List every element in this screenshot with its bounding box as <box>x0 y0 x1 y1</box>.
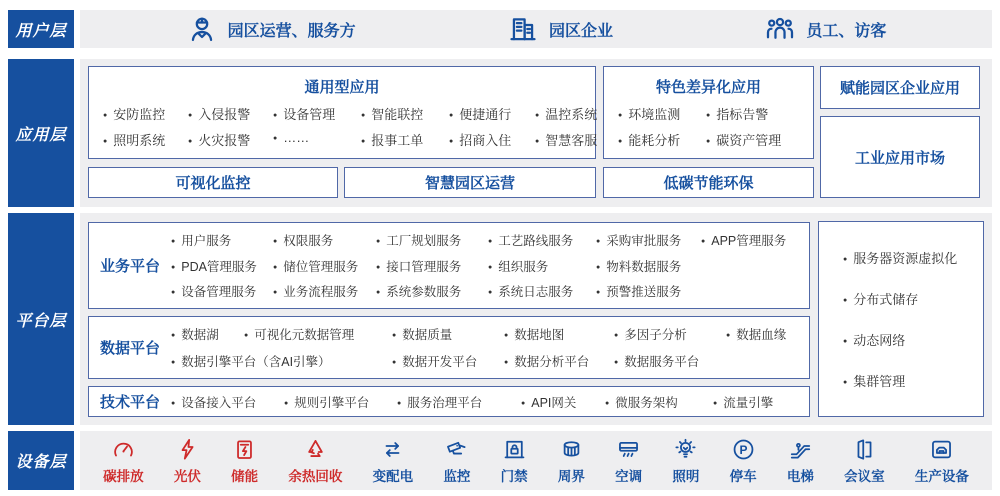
platform-item: ● 数据质量 <box>392 325 504 343</box>
data-row1 <box>171 325 809 343</box>
platform-item: ● 数据血缘 <box>726 325 809 343</box>
app-item: ● 照明系统 <box>103 130 188 149</box>
infra-item: ● 动态网络 <box>843 330 983 349</box>
user-group-label: 园区运营、服务方 <box>227 22 356 40</box>
device-item-label: 门禁 <box>500 468 528 484</box>
tech-platform-content <box>171 387 809 416</box>
app-layer-band <box>80 59 992 207</box>
platform-item: ● 预警推送服务 <box>596 282 701 300</box>
device-item-perimeter <box>558 437 585 485</box>
app-item: ● 温控系统 <box>535 104 597 123</box>
business-platform-title: 业务平台 <box>99 258 160 275</box>
device-layer-label-text: 设备层 <box>15 454 67 471</box>
data-platform-box <box>88 316 810 379</box>
device-item-production-equipment <box>915 437 969 485</box>
device-item-air-conditioning <box>615 437 642 485</box>
app-item: ● 指标告警 <box>706 104 813 123</box>
app-item: ● 环境监测 <box>618 104 706 123</box>
general-apps-title: 通用型应用 <box>304 79 380 96</box>
app-layer-label-text: 应用层 <box>15 126 67 144</box>
access-lock-icon <box>502 437 527 462</box>
app-item: ● 能耗分析 <box>618 130 706 149</box>
gauge-icon <box>111 437 136 462</box>
infra-item: ● 集群管理 <box>843 371 983 390</box>
device-layer-band <box>80 431 992 490</box>
tech-platform-box <box>88 386 810 417</box>
featured-apps-row1 <box>604 104 813 123</box>
device-item-label: 余热回收 <box>288 468 343 484</box>
device-item-power-distribution <box>373 437 414 485</box>
platform-item: ● 系统参数服务 <box>376 282 488 300</box>
device-item-elevator <box>787 437 814 485</box>
device-item-label: 电梯 <box>786 468 814 484</box>
industrial-app-market-box <box>820 116 980 198</box>
device-item-label: 监控 <box>443 468 471 484</box>
app-item: ● 碳资产管理 <box>706 130 813 149</box>
enable-enterprise-apps-box <box>820 66 980 109</box>
platform-item: ● 物料数据服务 <box>596 257 701 275</box>
operator-icon <box>186 13 218 45</box>
platform-item: ● 业务流程服务 <box>273 282 376 300</box>
platform-item: ● PDA管理服务 <box>171 257 273 275</box>
user-layer-label-text: 用户层 <box>15 22 67 40</box>
bar-label: 低碳节能环保 <box>663 175 754 192</box>
device-item-access-control <box>501 437 528 485</box>
platform-item: ● 数据服务平台 <box>614 352 809 370</box>
platform-item: ● 数据开发平台 <box>392 352 504 370</box>
platform-item: ● 规则引擎平台 <box>284 393 397 411</box>
platform-item: ● 服务治理平台 <box>397 393 521 411</box>
platform-item: ● 微服务架构 <box>605 393 713 411</box>
visual-monitoring-bar <box>88 167 338 198</box>
ac-icon <box>616 437 641 462</box>
smart-park-operation-bar <box>344 167 596 198</box>
device-item-lighting <box>672 437 699 485</box>
recycle-icon <box>303 437 328 462</box>
platform-item: ● 数据引擎平台（含AI引擎） <box>171 352 392 370</box>
platform-layer-label-text: 平台层 <box>15 312 67 330</box>
general-apps-row1 <box>89 104 598 123</box>
platform-item: ● 系统日志服务 <box>488 282 596 300</box>
infra-item: ● 服务器资源虚拟化 <box>843 248 983 267</box>
business-row2 <box>171 257 809 275</box>
platform-item: ● APP管理服务 <box>701 231 809 249</box>
user-group-enterprises <box>507 13 613 45</box>
people-icon <box>764 13 796 45</box>
device-item-label: 碳排放 <box>103 468 144 484</box>
device-item-solar <box>174 437 201 485</box>
platform-item: ● 数据湖 <box>171 325 244 343</box>
featured-apps-title: 特色差异化应用 <box>655 79 761 96</box>
lightning-icon <box>175 437 200 462</box>
battery-icon <box>232 437 257 462</box>
business-row3 <box>171 282 809 300</box>
light-bulb-icon <box>673 437 698 462</box>
box-label: 工业应用市场 <box>854 149 945 167</box>
platform-item: ● 工厂规划服务 <box>376 231 488 249</box>
user-group-operators <box>186 13 356 45</box>
user-group-staff-visitors <box>764 13 886 45</box>
device-item-meeting-room <box>844 437 885 485</box>
platform-item: ● 权限服务 <box>273 231 376 249</box>
platform-item: ● 多因子分析 <box>614 325 726 343</box>
machine-icon <box>929 437 954 462</box>
box-label: 赋能园区企业应用 <box>839 80 960 97</box>
swap-arrows-icon <box>380 437 405 462</box>
escalator-icon <box>788 437 813 462</box>
infra-item: ● 分布式储存 <box>843 289 983 308</box>
app-layer-label <box>8 59 74 207</box>
device-item-storage <box>231 437 258 485</box>
platform-item: ● API网关 <box>521 393 605 411</box>
platform-layer-label <box>8 213 74 425</box>
app-item: ● 报事工单 <box>361 130 449 149</box>
platform-item: ● 储位管理服务 <box>273 257 376 275</box>
platform-item: ● 采购审批服务 <box>596 231 701 249</box>
data-platform-title: 数据平台 <box>99 340 160 357</box>
user-layer-band <box>80 10 992 48</box>
data-row2 <box>171 352 809 370</box>
app-item: ● 设备管理 <box>273 104 361 123</box>
featured-apps-row2 <box>604 130 813 149</box>
device-item-label: 生产设备 <box>914 468 969 484</box>
business-platform-box <box>88 222 810 309</box>
app-item: ● 火灾报警 <box>188 130 273 149</box>
app-item: ● 安防监控 <box>103 104 188 123</box>
device-item-label: 停车 <box>729 468 757 484</box>
user-group-label: 员工、访客 <box>806 22 887 40</box>
device-item-label: 空调 <box>615 468 643 484</box>
cctv-icon <box>444 437 469 462</box>
platform-item: ● 设备接入平台 <box>171 393 284 411</box>
business-row1 <box>171 231 809 249</box>
platform-item: ● 用户服务 <box>171 231 273 249</box>
app-item: ● 入侵报警 <box>188 104 273 123</box>
device-item-surveillance <box>443 437 470 485</box>
perimeter-icon <box>559 437 584 462</box>
featured-apps-box <box>603 66 814 159</box>
platform-item: ● 工艺路线服务 <box>488 231 596 249</box>
platform-item: ● 设备管理服务 <box>171 282 273 300</box>
device-item-heat-recovery <box>288 437 342 485</box>
device-item-label: 周界 <box>557 468 585 484</box>
platform-item: ● 可视化元数据管理 <box>244 325 392 343</box>
user-layer-label <box>8 10 74 48</box>
device-item-label: 光伏 <box>173 468 201 484</box>
device-item-label: 变配电 <box>372 468 414 484</box>
meeting-door-icon <box>852 437 877 462</box>
platform-item: ● 数据地图 <box>504 325 614 343</box>
bar-label: 可视化监控 <box>175 175 251 192</box>
building-icon <box>507 13 539 45</box>
platform-item: ● 接口管理服务 <box>376 257 488 275</box>
app-item: ● 智慧客服 <box>535 130 597 149</box>
general-apps-box <box>88 66 596 159</box>
device-item-label: 会议室 <box>844 468 885 484</box>
device-layer-label <box>8 431 74 490</box>
parking-icon <box>731 437 756 462</box>
svg-text:P: P <box>739 442 748 457</box>
device-item-label: 储能 <box>231 468 259 484</box>
infrastructure-box <box>818 221 984 417</box>
general-apps-row2 <box>89 130 598 149</box>
user-group-label: 园区企业 <box>548 22 613 40</box>
app-item: ● 智能联控 <box>361 104 449 123</box>
app-item: ● 便捷通行 <box>449 104 535 123</box>
device-item-parking <box>730 437 757 485</box>
data-platform-content <box>171 317 809 378</box>
tech-platform-title: 技术平台 <box>99 394 160 411</box>
platform-layer-band <box>80 213 992 425</box>
bar-label: 智慧园区运营 <box>424 175 515 192</box>
platform-item: ● 流量引擎 <box>713 393 809 411</box>
device-item-label: 照明 <box>672 468 700 484</box>
device-item-carbon-emission <box>103 437 144 485</box>
platform-item: ● 组织服务 <box>488 257 596 275</box>
app-item: ● …… <box>273 130 361 149</box>
platform-item: ● 数据分析平台 <box>504 352 614 370</box>
low-carbon-bar <box>603 167 814 198</box>
app-item: ● 招商入住 <box>449 130 535 149</box>
business-platform-content <box>171 223 809 308</box>
